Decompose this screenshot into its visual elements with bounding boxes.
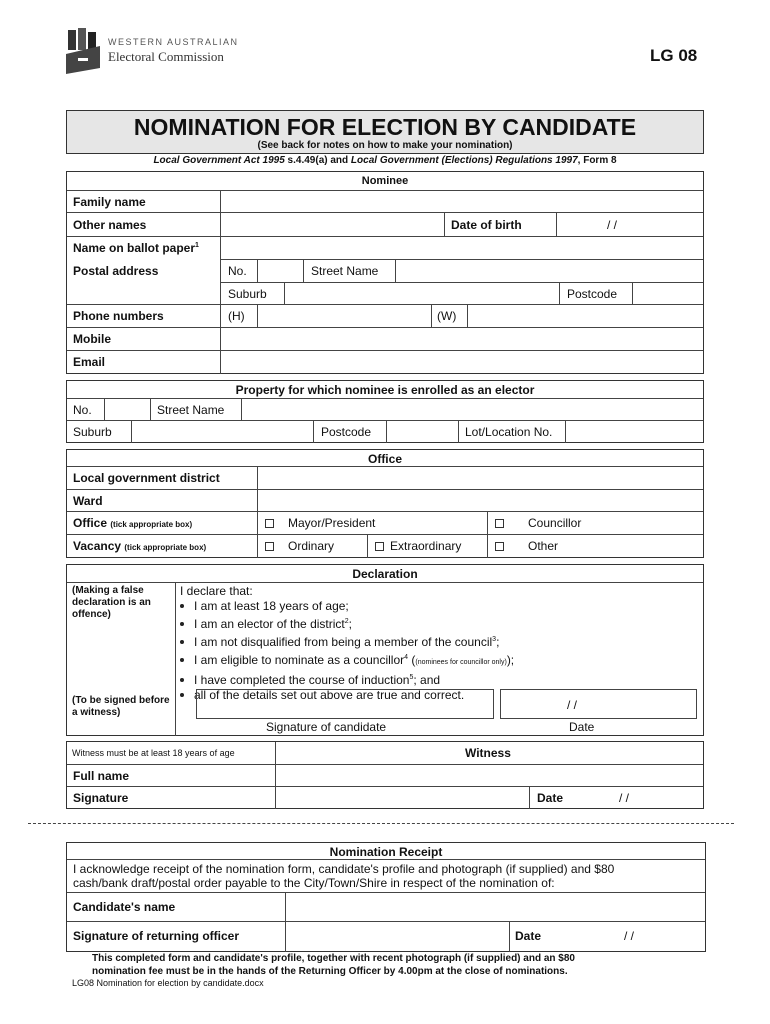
property-street-field[interactable] (242, 399, 702, 419)
declaration-heading: Declaration (352, 567, 418, 581)
checkbox-icon[interactable] (495, 542, 504, 551)
other-names-label: Other names (73, 218, 147, 232)
nominee-heading: Nominee (361, 175, 409, 187)
witness-section (66, 741, 704, 809)
property-no-label: No. (73, 403, 92, 417)
footer-note-line1: This completed form and candidate's profile, together with recent photograph (if supplied) and an $80 (92, 953, 575, 964)
declaration-item: I am an elector of the district$^2$; (180, 614, 514, 632)
receipt-text-line1: I acknowledge receipt of the nomination form, candidate's profile and photograph (if supplied) and $80 (73, 862, 615, 876)
witness-full-name-field[interactable] (277, 765, 702, 785)
witness-date-label: Date (537, 791, 564, 805)
returning-officer-signature-field[interactable] (287, 922, 507, 951)
councillor-checkbox[interactable]: Councillor (495, 516, 581, 530)
property-lot-field[interactable] (566, 421, 702, 442)
lg-district-field[interactable] (259, 467, 702, 488)
postal-street-label: Street Name (311, 264, 379, 278)
signed-before-witness-note: (To be signed before a witness) (72, 695, 170, 718)
candidate-name-field[interactable] (287, 893, 704, 920)
receipt-date-field[interactable]: / / (624, 929, 635, 943)
declaration-item: I am at least 18 years of age; (180, 599, 514, 614)
form-code: LG 08 (650, 46, 698, 65)
form-title: NOMINATION FOR ELECTION BY CANDIDATE (133, 114, 637, 140)
signature-of-candidate-label: Signature of candidate (266, 720, 387, 734)
witness-signature-label: Signature (73, 791, 129, 805)
property-heading: Property for which nominee is enrolled as an elector (235, 383, 535, 397)
ballot-name-field[interactable] (222, 237, 702, 258)
witness-full-name-label: Full name (73, 769, 130, 783)
receipt-text-line2: cash/bank draft/postal order payable to the City/Town/Shire in respect of the nomination of: (73, 876, 555, 890)
lg-district-label: Local government district (73, 471, 220, 485)
legislation-reference: Local Government Act 1995 s.4.49(a) and Local Government (Elections) Regulations 1997, Form 8 (153, 155, 617, 166)
checkbox-icon[interactable] (495, 519, 504, 528)
property-no-field[interactable] (105, 399, 149, 419)
returning-officer-signature-label: Signature of returning officer (73, 929, 240, 943)
other-checkbox[interactable]: Other (495, 539, 558, 553)
property-suburb-field[interactable] (132, 421, 312, 442)
postal-no-field[interactable] (258, 260, 302, 281)
title-box (66, 110, 704, 154)
declaration-item: I have completed the course of induction$^5$; and (180, 670, 514, 688)
checkbox-icon[interactable] (375, 542, 384, 551)
property-suburb-label: Suburb (73, 425, 112, 439)
ballot-name-label: Name on ballot paper$^1$ (73, 241, 199, 255)
mayor-checkbox[interactable]: Mayor/President (265, 516, 375, 530)
phone-home-label: (H) (228, 309, 245, 323)
declaration-section (66, 564, 704, 736)
postal-street-field[interactable] (396, 260, 702, 281)
false-declaration-note: (Making a false declaration is an offence) (72, 585, 151, 620)
receipt-heading: Nomination Receipt (329, 845, 443, 859)
phone-home-field[interactable] (258, 305, 430, 326)
witness-heading: Witness (465, 746, 511, 760)
property-postcode-label: Postcode (321, 425, 372, 439)
email-field[interactable] (222, 351, 702, 373)
footer-filename: LG08 Nomination for election by candidate.docx (72, 978, 264, 988)
property-section (66, 380, 704, 443)
postal-postcode-field[interactable] (633, 283, 702, 303)
property-postcode-field[interactable] (387, 421, 457, 442)
property-street-label: Street Name (157, 403, 225, 417)
ward-field[interactable] (259, 490, 702, 510)
mobile-label: Mobile (73, 332, 111, 346)
org-name-line1: WESTERN AUSTRALIAN (108, 37, 239, 47)
other-names-field[interactable] (222, 213, 442, 235)
ballot-box-logo-icon (66, 28, 100, 74)
phone-work-field[interactable] (468, 305, 702, 326)
postal-postcode-label: Postcode (567, 287, 618, 301)
declaration-item: all of the details set out above are true and correct. (180, 688, 514, 703)
candidate-date-field[interactable] (500, 689, 697, 719)
phone-numbers-label: Phone numbers (73, 309, 164, 323)
office-section (66, 449, 704, 558)
postal-no-label: No. (228, 264, 247, 278)
checkbox-icon[interactable] (265, 519, 274, 528)
extraordinary-checkbox[interactable]: Extraordinary (375, 539, 461, 553)
vacancy-label: Vacancy (tick appropriate box) (73, 539, 207, 553)
checkbox-icon[interactable] (265, 542, 274, 551)
footer-note-line2: nomination fee must be in the hands of the Returning Officer by 4.00pm at the close of nominations. (92, 966, 568, 977)
ordinary-checkbox[interactable]: Ordinary (265, 539, 334, 553)
org-name-line2: Electoral Commission (108, 49, 224, 64)
commission-logo (66, 28, 100, 74)
date-of-birth-label: Date of birth (451, 218, 522, 232)
declaration-item: I am eligible to nominate as a councillor$^4$ ((nominees for councillor only)); (180, 650, 514, 670)
candidate-date-slashes: / / (567, 698, 578, 712)
property-lot-label: Lot/Location No. (465, 425, 553, 439)
ward-label: Ward (73, 494, 103, 508)
phone-work-label: (W) (437, 309, 457, 323)
nominee-section (66, 171, 704, 374)
office-heading: Office (367, 452, 402, 466)
form-subtitle: (See back for notes on how to make your nomination) (257, 140, 513, 151)
candidate-date-label: Date (569, 720, 595, 734)
postal-suburb-field[interactable] (285, 283, 559, 303)
declaration-item: I am not disqualified from being a member of the council$^3$; (180, 632, 514, 650)
date-of-birth-field[interactable]: / / (607, 218, 618, 232)
declaration-list (180, 584, 514, 703)
candidate-signature-field[interactable] (196, 689, 494, 719)
mobile-field[interactable] (222, 328, 702, 349)
family-name-label: Family name (73, 195, 146, 209)
receipt-section (66, 842, 706, 952)
postal-address-label: Postal address (73, 264, 159, 278)
witness-signature-field[interactable] (277, 787, 527, 808)
cut-line (28, 823, 734, 824)
office-label: Office (tick appropriate box) (73, 516, 193, 530)
postal-suburb-label: Suburb (228, 287, 267, 301)
witness-date-field[interactable]: / / (619, 791, 630, 805)
declaration-intro: I declare that: (180, 584, 253, 598)
family-name-field[interactable] (222, 191, 702, 211)
receipt-date-label: Date (515, 929, 542, 943)
candidate-name-label: Candidate's name (73, 900, 176, 914)
email-label: Email (73, 355, 106, 369)
witness-age-note: Witness must be at least 18 years of age (72, 748, 235, 758)
